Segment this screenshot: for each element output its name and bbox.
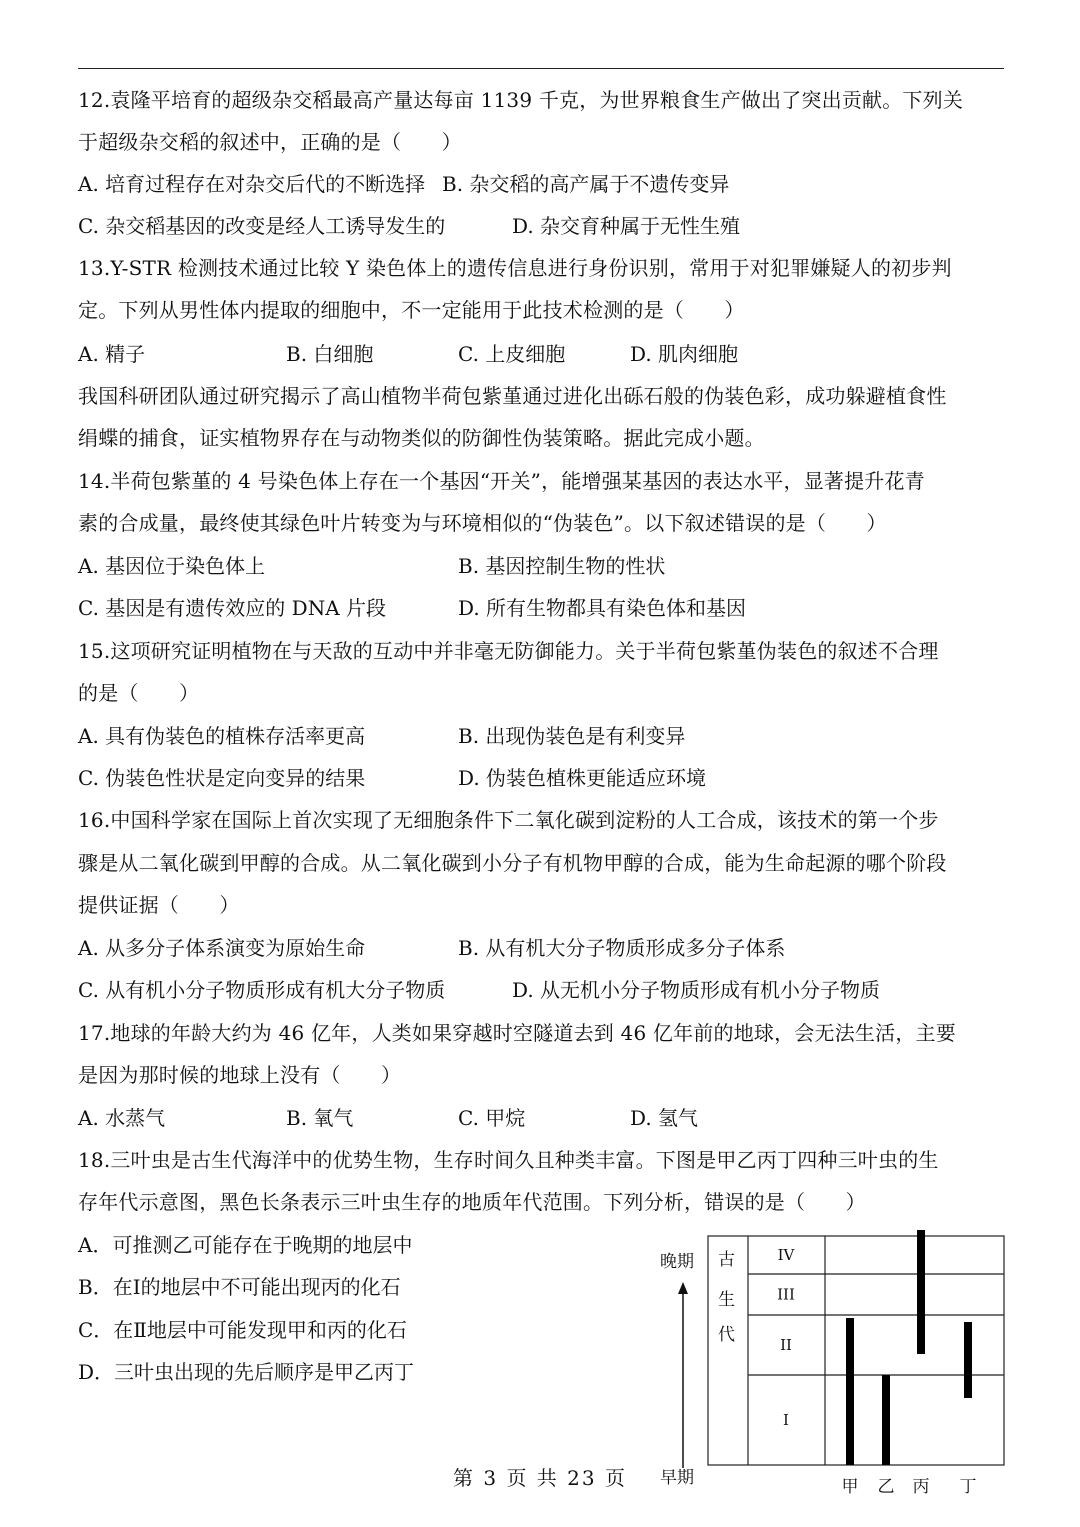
range-bar-丁	[964, 1322, 972, 1398]
q14-stem-line1: 14.半荷包紫堇的 4 号染色体上存在一个基因“开关”，能增强某基因的表达水平，显著提升花青	[78, 469, 925, 493]
q13-stem-line2: 定。下列从男性体内提取的细胞中，不一定能用于此技术检测的是（ ）	[78, 298, 745, 322]
q16-stem-line3: 提供证据（ ）	[78, 893, 240, 917]
q15-stem-line2: 的是（ ）	[78, 681, 200, 705]
q16-stem-line1: 16.中国科学家在国际上首次实现了无细胞条件下二氧化碳到淀粉的人工合成，该技术的第一个步	[78, 808, 939, 832]
passage-line1: 我国科研团队通过研究揭示了高山植物半荷包紫堇通过进化出砾石般的伪装色彩，成功躲避植食性	[78, 384, 947, 408]
q14-option-c: C. 基因是有遗传效应的 DNA 片段	[78, 596, 386, 620]
q17-option-b: B. 氧气	[286, 1106, 354, 1130]
q16-stem-line2: 骤是从二氧化碳到甲醇的合成。从二氧化碳到小分子有机物甲醇的合成，能为生命起源的哪个阶段	[78, 851, 947, 875]
q13-option-d: D. 肌肉细胞	[630, 342, 739, 366]
q15-option-d: D. 伪装色植株更能适应环境	[458, 766, 707, 790]
q18-option-a: A．可推测乙可能存在于晚期的地层中	[78, 1233, 413, 1257]
era-label-char-3: 代	[718, 1325, 735, 1345]
q18-option-d: D．三叶虫出现的先后顺序是甲乙丙丁	[78, 1360, 415, 1384]
q16-option-a: A. 从多分子体系演变为原始生命	[78, 936, 366, 960]
passage-line2: 绢蝶的捕食，证实植物界存在与动物类似的防御性伪装策略。据此完成小题。	[78, 426, 765, 450]
q18-option-c: C．在Ⅱ地层中可能发现甲和丙的化石	[78, 1318, 407, 1342]
era-label-char-2: 生	[718, 1290, 735, 1310]
q12-option-a: A. 培育过程存在对杂交后代的不断选择	[78, 172, 426, 196]
y-axis-bottom-label: 早期	[660, 1468, 694, 1488]
q12-stem-line2: 于超级杂交稻的叙述中，正确的是（ ）	[78, 130, 462, 154]
range-bar-甲	[846, 1318, 854, 1465]
q17-stem-line1: 17.地球的年龄大约为 46 亿年，人类如果穿越时空隧道去到 46 亿年前的地球，会无法生活，主要	[78, 1021, 956, 1045]
layer-label-IV: IV	[777, 1246, 795, 1264]
q12-option-b: B. 杂交稻的高产属于不遗传变异	[442, 172, 730, 196]
q17-option-a: A. 水蒸气	[78, 1106, 166, 1130]
q16-option-d: D. 从无机小分子物质形成有机小分子物质	[512, 978, 881, 1002]
q13-stem-line1: 13.Y-STR 检测技术通过比较 Y 染色体上的遗传信息进行身份识别，常用于对犯罪嫌疑人的初步判	[78, 256, 952, 280]
q16-option-c: C. 从有机小分子物质形成有机大分子物质	[78, 978, 446, 1002]
q14-option-d: D. 所有生物都具有染色体和基因	[458, 596, 747, 620]
q12-option-d: D. 杂交育种属于无性生殖	[512, 214, 741, 238]
q17-option-d: D. 氢气	[630, 1106, 699, 1130]
q14-stem-line2: 素的合成量，最终使其绿色叶片转变为与环境相似的“伪装色”。以下叙述错误的是（ ）	[78, 511, 887, 535]
q14-option-a: A. 基因位于染色体上	[78, 554, 266, 578]
y-axis-arrow-head	[678, 1282, 688, 1294]
species-label-乙: 乙	[877, 1477, 895, 1497]
layer-label-I: I	[783, 1411, 789, 1429]
q15-option-a: A. 具有伪装色的植株存活率更高	[78, 724, 366, 748]
q16-option-b: B. 从有机大分子物质形成多分子体系	[458, 936, 786, 960]
era-label-char-1: 古	[718, 1250, 735, 1270]
species-label-丁: 丁	[959, 1477, 977, 1497]
q18-option-b: B．在Ⅰ的地层中不可能出现丙的化石	[78, 1275, 401, 1299]
layer-label-II: II	[780, 1336, 792, 1354]
top-rule	[78, 68, 1004, 69]
range-bar-乙	[882, 1375, 890, 1465]
q15-stem-line1: 15.这项研究证明植物在与天敌的互动中并非毫无防御能力。关于半荷包紫堇伪装色的叙述不合理	[78, 639, 939, 663]
q17-stem-line2: 是因为那时候的地球上没有（ ）	[78, 1063, 402, 1087]
chart-grid	[708, 1236, 1004, 1465]
q18-stem-line2: 存年代示意图，黑色长条表示三叶虫生存的地质年代范围。下列分析，错误的是（ ）	[78, 1190, 866, 1214]
q12-option-c: C. 杂交稻基因的改变是经人工诱导发生的	[78, 214, 446, 238]
q18-stem-line1: 18.三叶虫是古生代海洋中的优势生物，生存时间久且种类丰富。下图是甲乙丙丁四种三叶虫的生	[78, 1148, 939, 1172]
y-axis-top-label: 晚期	[660, 1252, 694, 1272]
q12-stem-line1: 12.袁隆平培育的超级杂交稻最高产量达每亩 1139 千克，为世界粮食生产做出了突出贡献。下列关	[78, 88, 964, 112]
q13-option-b: B. 白细胞	[286, 342, 374, 366]
layer-label-III: III	[777, 1285, 795, 1304]
q17-option-c: C. 甲烷	[458, 1106, 526, 1130]
q14-option-b: B. 基因控制生物的性状	[458, 554, 666, 578]
species-label-丙: 丙	[912, 1477, 930, 1497]
q15-option-c: C. 伪装色性状是定向变异的结果	[78, 766, 366, 790]
q15-option-b: B. 出现伪装色是有利变异	[458, 724, 686, 748]
page-footer: 第 3 页 共 23 页	[453, 1466, 627, 1490]
range-bar-丙	[917, 1230, 925, 1354]
q13-option-a: A. 精子	[78, 342, 146, 366]
species-label-甲: 甲	[841, 1477, 859, 1497]
q13-option-c: C. 上皮细胞	[458, 342, 566, 366]
